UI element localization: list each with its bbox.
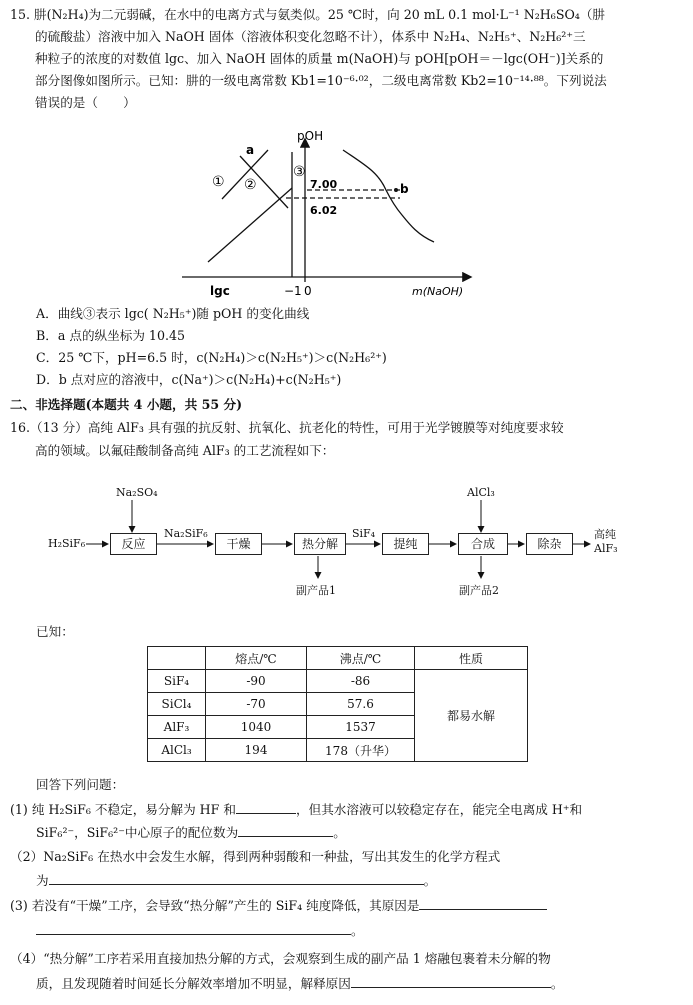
tick-neg1: −1 bbox=[284, 284, 302, 298]
option-b: B．a 点的纵坐标为 10.45 bbox=[36, 328, 185, 343]
sub-question-4-line-1: （4）“热分解”工序若采用直接加热分解的方式，会观察到生成的副产品 1 熔融包裹着未分解的物 bbox=[10, 951, 551, 966]
q15-line-5: 错误的是（ ） bbox=[35, 95, 136, 110]
x-right-label: m(NaOH) bbox=[412, 285, 464, 298]
flow-start: H₂SiF₆ bbox=[48, 537, 86, 550]
label-700: 7.00 bbox=[310, 178, 338, 191]
answer-blank-5[interactable] bbox=[36, 921, 351, 935]
flow-reagent-1: Na₂SO₄ bbox=[116, 486, 158, 499]
section-heading: 二、非选择题(本题共 4 小题，共 55 分) bbox=[10, 397, 243, 412]
right-curve bbox=[343, 150, 434, 242]
answer-blank-1[interactable] bbox=[236, 800, 296, 814]
x-left-label: lgc bbox=[210, 284, 230, 298]
answer-blank-3[interactable] bbox=[49, 871, 424, 885]
label-c3: ③ bbox=[293, 164, 306, 180]
sub-question-3-line-2: 。 bbox=[36, 921, 364, 940]
sub-question-3-line-1: (3) 若没有“干燥”工序，会导致“热分解”产生的 SiF₄ 纯度降低，其原因是 bbox=[10, 896, 547, 915]
label-602: 6.02 bbox=[310, 204, 338, 217]
flow-arrows bbox=[0, 470, 693, 610]
flow-step-dry: 干燥 bbox=[215, 533, 262, 555]
flow-step-react: 反应 bbox=[110, 533, 157, 555]
table-row: 熔点/℃ 沸点/℃ 性质 bbox=[148, 647, 528, 670]
flow-byproduct-1: 副产品1 bbox=[296, 584, 336, 597]
property-cell: 都易水解 bbox=[415, 670, 528, 762]
label-c2: ② bbox=[244, 177, 257, 193]
answer-blank-4[interactable] bbox=[419, 896, 547, 910]
sub-question-2-line-1: （2）Na₂SiF₆ 在热水中会发生水解，得到两种弱酸和一种盐，写出其发生的化学方程式 bbox=[10, 849, 501, 864]
q15-graph bbox=[0, 110, 693, 310]
label-b: b bbox=[400, 182, 409, 196]
flow-step-purify: 提纯 bbox=[382, 533, 429, 555]
answer-blank-2[interactable] bbox=[238, 823, 333, 837]
q15-line-2: 的硫酸盐）溶液中加入 NaOH 固体（溶液体积变化忽略不计），体系中 N₂H₄、N₂H₅⁺、N₂H₆²⁺三 bbox=[35, 29, 586, 44]
flow-step-impurity: 除杂 bbox=[526, 533, 573, 555]
point-b bbox=[394, 188, 398, 192]
flow-step-decompose: 热分解 bbox=[294, 533, 346, 555]
flow-reagent-2: AlCl₃ bbox=[467, 486, 495, 499]
table-row: AlCl₃ 194 178（升华） bbox=[148, 739, 528, 762]
answer-blank-6[interactable] bbox=[351, 974, 551, 988]
option-d: D．b 点对应的溶液中，c(Na⁺)＞c(N₂H₄)+c(N₂H₅⁺) bbox=[36, 372, 342, 387]
sub-question-4-line-2: 质，且发现随着时间延长分解效率增加不明显，解释原因 。 bbox=[36, 976, 564, 991]
known-label: 已知： bbox=[36, 624, 74, 639]
y-axis-label: pOH bbox=[297, 129, 324, 143]
answer-intro: 回答下列问题： bbox=[36, 777, 125, 792]
sub-question-1-line-2: SiF₆²⁻，SiF₆²⁻中心原子的配位数为 。 bbox=[36, 825, 346, 840]
option-a: A．曲线③表示 lgc( N₂H₅⁺)随 pOH 的变化曲线 bbox=[36, 306, 310, 321]
flow-product-1: 高纯 bbox=[594, 528, 616, 541]
table-row: SiCl₄ -70 57.6 bbox=[148, 693, 528, 716]
q16-line-2: 高的领域。以氟硅酸制备高纯 AlF₃ 的工艺流程如下： bbox=[35, 443, 335, 458]
flow-byproduct-2: 副产品2 bbox=[459, 584, 499, 597]
table-row: AlF₃ 1040 1537 bbox=[148, 716, 528, 739]
label-c1: ① bbox=[212, 174, 225, 190]
sub-question-1-line-1: (1) 纯 H₂SiF₆ 不稳定，易分解为 HF 和 ，但其水溶液可以较稳定存在，能完全电离成 H⁺和 bbox=[10, 802, 583, 817]
flow-product-2: AlF₃ bbox=[594, 542, 618, 555]
option-c: C．25 ℃下，pH=6.5 时，c(N₂H₄)＞c(N₂H₅⁺)＞c(N₂H₆²⁺) bbox=[36, 350, 387, 365]
q15-line-3: 种粒子的浓度的对数值 lgc、加入 NaOH 固体的质量 m(NaOH)与 pOH[pOH＝－lgc(OH⁻)]关系的 bbox=[35, 51, 604, 66]
tick-0: 0 bbox=[304, 284, 312, 298]
sub-question-2-line-2: 为 。 bbox=[36, 873, 437, 888]
q15-line-1: 15. 肼(N₂H₄)为二元弱碱，在水中的电离方式与氨类似。25 ℃时，向 20 mL 0.1 mol·L⁻¹ N₂H₆SO₄（肼 bbox=[10, 7, 606, 22]
properties-table bbox=[147, 646, 528, 762]
q16-line-1: 16.（13 分）高纯 AlF₃ 具有强的抗反射、抗氧化、抗老化的特性，可用于光学镀膜等对纯度要求较 bbox=[10, 420, 564, 435]
table-row: SiF₄ -90 -86 都易水解 bbox=[148, 670, 528, 693]
flow-mid-2: SiF₄ bbox=[352, 527, 376, 540]
flow-step-synth: 合成 bbox=[458, 533, 508, 555]
q15-line-4: 部分图像如图所示。已知：肼的一级电离常数 Kb1=10⁻⁶·⁰²，二级电离常数 Kb2=10⁻¹⁴·⁸⁸。下列说法 bbox=[35, 73, 607, 88]
label-a: a bbox=[246, 143, 255, 157]
flow-mid-1: Na₂SiF₆ bbox=[164, 527, 208, 540]
